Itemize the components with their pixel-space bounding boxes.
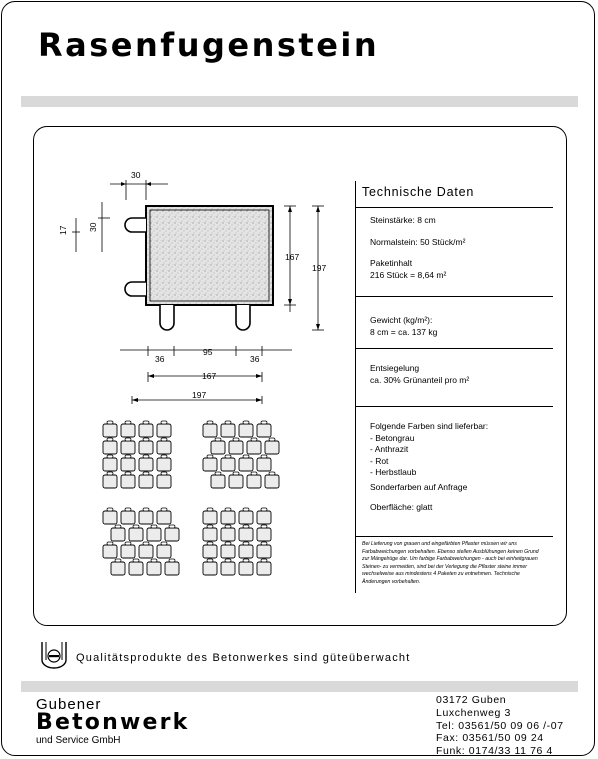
color-item: - Betongrau bbox=[370, 432, 415, 443]
dim-left-small: 17 bbox=[58, 225, 68, 235]
laying-pattern-4 bbox=[203, 508, 271, 575]
standard-stone: Normalstein: 50 Stück/m² bbox=[370, 236, 466, 247]
colors-label: Folgende Farben sind lieferbar: bbox=[370, 421, 489, 431]
address-line: Funk: 0174/33 11 76 4 bbox=[436, 745, 553, 758]
laying-pattern-1 bbox=[103, 421, 171, 488]
color-item: - Anthrazit bbox=[370, 444, 409, 454]
company-name-line2: Betonwerk bbox=[36, 710, 190, 735]
sealing-label: Entsiegelung bbox=[370, 363, 420, 373]
weight-section bbox=[356, 297, 553, 349]
dim-bottom-right: 36 bbox=[250, 354, 260, 364]
stone-specs-section bbox=[356, 205, 553, 297]
laying-pattern-3 bbox=[103, 508, 179, 575]
quality-seal-icon bbox=[38, 640, 70, 670]
dim-right-inner: 167 bbox=[285, 252, 300, 262]
delivery-notice: Bei Lieferung von grauen und eingefärbten Pflaster müssen wir uns Farbabweichungen vorbehalten. Ebenso stellen Ausblühungen keinen Grund zur Mängelrüge dar. Um farbige Farbabweichungen - auch bei einheitgrauen Steinen- zu vermeiden, sind bei der Verlegung die Pflaster steine immer wechselweise aus mindestens 4 Paketen zu entnehmen. Technische Änderungen vorbehalten. bbox=[362, 541, 539, 585]
colors-section bbox=[356, 407, 553, 537]
address-line: Tel: 03561/50 09 06 /-07 bbox=[436, 719, 564, 732]
company-name-line1: Gubener bbox=[36, 696, 102, 713]
address-line: 03172 Guben bbox=[436, 694, 507, 706]
sealing-value: ca. 30% Grünanteil pro m² bbox=[370, 374, 470, 385]
dim-bottom-197: 197 bbox=[192, 390, 207, 400]
address-line: Luxchenweg 3 bbox=[436, 706, 511, 719]
address-line: Fax: 03561/50 09 24 bbox=[436, 732, 544, 745]
stone-plan-view bbox=[125, 206, 273, 330]
technical-data-column bbox=[355, 181, 553, 593]
stone-thickness: Steinstärke: 8 cm bbox=[370, 215, 436, 225]
footer-divider-bar bbox=[21, 681, 578, 692]
laying-pattern-2 bbox=[203, 421, 279, 488]
color-item: - Herbstlaub bbox=[370, 467, 417, 477]
dim-bottom-left: 36 bbox=[155, 354, 165, 364]
surface: Oberfläche: glatt bbox=[370, 502, 433, 512]
dim-left-big: 30 bbox=[88, 222, 98, 232]
special-colors: Sonderfarben auf Anfrage bbox=[370, 481, 468, 492]
quality-statement: Qualitätsprodukte des Betonwerkes sind güteüberwacht bbox=[76, 652, 411, 664]
dim-right-outer: 197 bbox=[312, 263, 327, 273]
weight-label: Gewicht (kg/m²): bbox=[370, 315, 433, 325]
company-name-line3: und Service GmbH bbox=[36, 735, 121, 746]
page-title: Rasenfugenstein bbox=[38, 26, 380, 64]
weight-value: 8 cm = ca. 137 kg bbox=[370, 326, 438, 337]
laying-patterns bbox=[103, 421, 279, 575]
color-item: - Rot bbox=[370, 455, 389, 466]
package-label: Paketinhalt bbox=[370, 258, 413, 268]
dim-bottom-mid: 95 bbox=[203, 347, 213, 357]
package-value: 216 Stück = 8,64 m² bbox=[370, 269, 447, 280]
technical-data-heading: Technische Daten bbox=[356, 181, 553, 208]
dim-bottom-167: 167 bbox=[202, 371, 217, 381]
sealing-section bbox=[356, 349, 553, 407]
dim-top-width: 30 bbox=[131, 170, 141, 180]
company-address bbox=[436, 694, 564, 758]
